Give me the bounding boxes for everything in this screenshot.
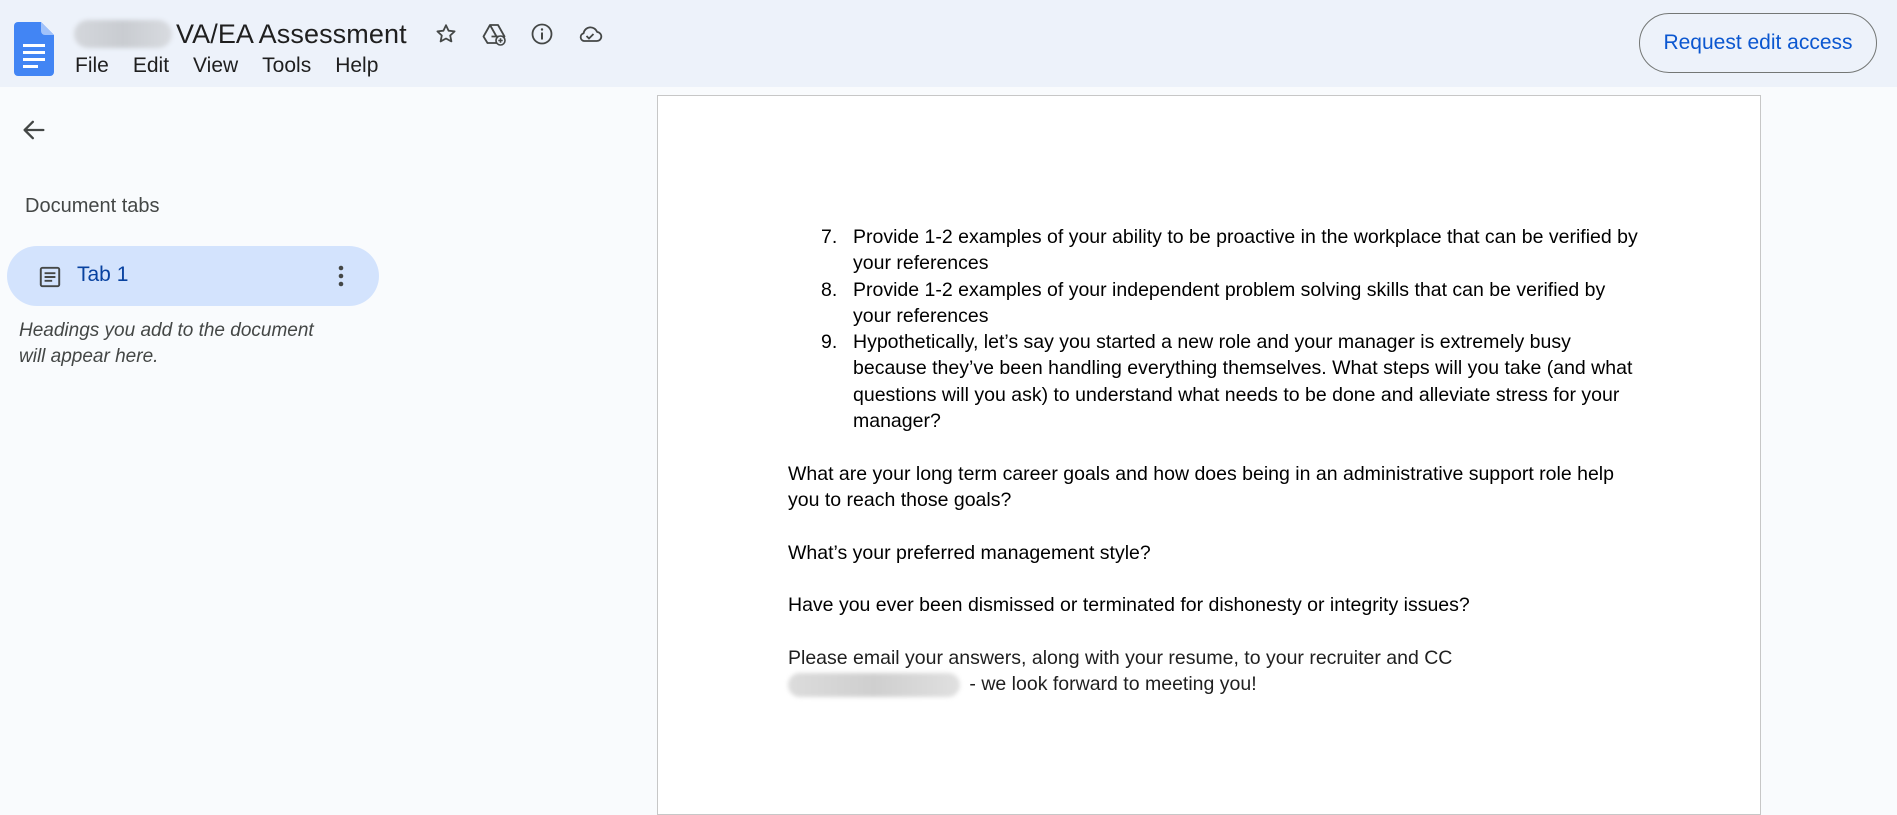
back-arrow-icon[interactable] [14, 110, 54, 150]
list-number: 7. [821, 226, 838, 248]
paragraph-career-goals: What are your long term career goals and how does being in an administrative support role help you to reach those goals? [788, 462, 1614, 511]
cloud-status-icon[interactable] [571, 15, 609, 53]
menu-tools[interactable]: Tools [262, 54, 312, 77]
title-icons [427, 15, 609, 53]
more-vert-icon[interactable] [325, 260, 357, 292]
document-title[interactable]: VA/EA Assessment [176, 18, 407, 49]
tab-1-label: Tab 1 [77, 263, 129, 286]
move-to-drive-icon[interactable] [475, 15, 513, 53]
list-text: Hypothetically, let’s say you started a new role and your manager is extremely busy because they’ve been handling everything themselves. What steps will you take (and what questions will you ask) to understand what needs to be done and alleviate stress for your manager? [853, 331, 1633, 433]
menu-file[interactable]: File [75, 54, 109, 77]
request-edit-access-button[interactable]: Request edit access [1639, 13, 1877, 73]
menu-edit[interactable]: Edit [132, 54, 170, 77]
menu-bar [63, 52, 390, 80]
tab-1[interactable] [7, 246, 379, 306]
list-item [788, 224, 1648, 277]
redacted-email [788, 673, 960, 697]
closing-line-2: - we look forward to meeting you! [964, 673, 1257, 696]
headings-hint: Headings you add to the document will appear here. [19, 320, 314, 367]
paragraph-closing [788, 645, 1648, 698]
redacted-title-prefix [74, 20, 172, 48]
list-text: Provide 1-2 examples of your ability to be proactive in the workplace that can be verified by your references [853, 226, 1638, 275]
closing-line-1: Please email your answers, along with your resume, to your recruiter and CC [788, 646, 1453, 669]
docs-logo-icon[interactable] [14, 22, 54, 76]
details-info-icon[interactable] [523, 15, 561, 53]
numbered-list [788, 224, 1648, 434]
list-item [788, 277, 1648, 330]
title-row [74, 14, 609, 54]
list-item [788, 329, 1648, 434]
list-number: 8. [821, 278, 838, 301]
top-bar [0, 0, 1897, 87]
document-body [788, 224, 1648, 697]
paragraph-integrity: Have you ever been dismissed or terminated for dishonesty or integrity issues? [788, 594, 1470, 617]
list-text: Provide 1-2 examples of your independent problem solving skills that can be verified by your references [853, 278, 1606, 327]
document-page[interactable] [657, 95, 1761, 815]
star-icon[interactable] [427, 15, 465, 53]
list-number: 9. [821, 331, 838, 354]
menu-help[interactable]: Help [335, 54, 379, 77]
menu-view[interactable]: View [193, 54, 239, 77]
document-tabs-heading: Document tabs [25, 195, 160, 217]
paragraph-management-style: What’s your preferred management style? [788, 541, 1151, 564]
document-outline-icon [37, 264, 63, 290]
